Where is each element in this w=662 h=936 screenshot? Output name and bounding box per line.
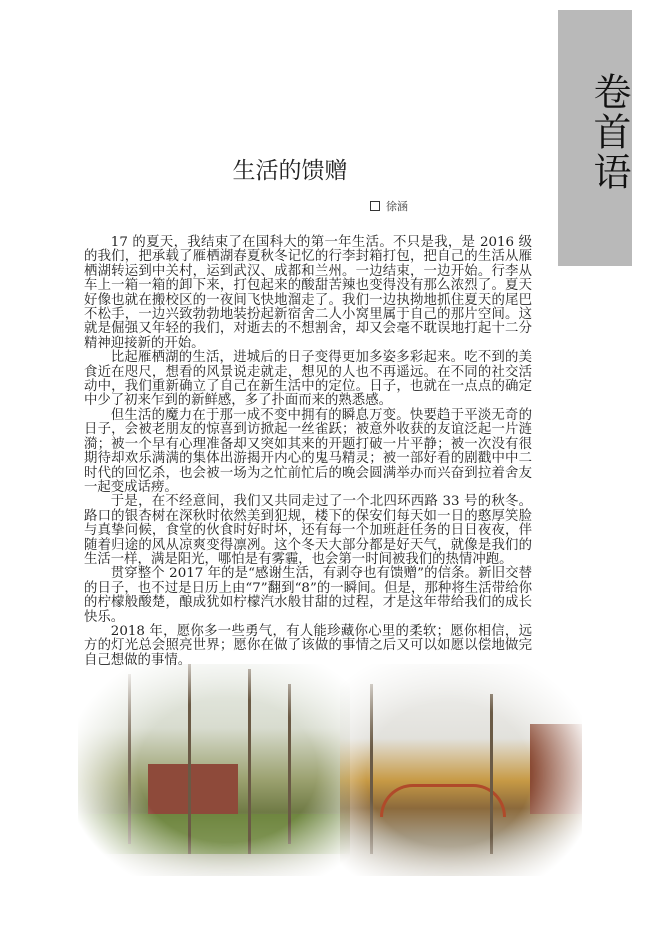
section-band [558,10,632,266]
campus-photos [78,664,582,876]
paragraph: 比起雁栖湖的生活，进城后的日子变得更加多姿多彩起来。吃不到的美食近在咫尺，想看的风景说走就走，想见的人也不再遥远。在不同的社交活动中，我们重新确立了自己在新生活中的定位。日子，也就在一点点的确定中少了初来乍到的新鲜感，多了扑面而来的熟悉感。 [84,350,532,409]
tree-trunk [370,684,373,854]
paragraph: 于是，在不经意间，我们又共同走过了一个北四环西路 33 号的秋冬。路口的银杏树在深秋时依然美到犯规，楼下的保安们每天如一日的憨厚笑脸与真挚问候，食堂的伙食时好时坏，还有每一个加班赶任务的日日夜夜，伴随着归途的风从凉爽变得凛冽。这个冬天大部分都是好天气，就像是我们的生活一样，满是阳光，哪怕是有雾霾，也会第一时间被我们的热情冲跑。 [84,494,532,567]
tree-trunk [248,669,251,854]
paragraph: 2018 年，愿你多一些勇气，有人能珍藏你心里的柔软；愿你相信，远方的灯光总会照亮世界；愿你在做了该做的事情之后又可以如愿以偿地做完自己想做的事情。 [84,623,532,668]
section-title: 卷首语 [587,72,631,192]
campus-autumn-photo [340,664,582,876]
tree-trunk [128,674,131,844]
author-name: 徐涵 [386,200,408,213]
tree-trunk [188,664,191,854]
tree-trunk [288,684,291,844]
building-shape [530,724,582,814]
paragraph: 17 的夏天，我结束了在国科大的第一年生活。不只是我，是 2016 级的我们，把承载了雁栖湖春夏秋冬记忆的行李封箱打包，把自己的生活从雁栖湖转运到中关村，运到武汉、成都和兰州。一边结束，一边开始。行李从车上一箱一箱的卸下来，打包起来的酸甜苦辣也变得没有那么浓烈了。夏天好像也就在搬校区的一夜间飞快地溜走了。我们一边执拗地抓住夏天的尾巴不松手，一边兴致勃勃地装扮起新宿舍二人小窝里属于自己的那片空间。这就是倔强又年轻的我们，对逝去的不想割舍，却又会毫不耽误地打起十二分精神迎接新的开始。 [84,235,532,351]
building-shape [148,764,238,814]
tree-trunk [490,694,493,854]
author-line [370,198,408,214]
paragraph: 但生活的魔力在于那一成不变中拥有的瞬息万变。快要趋于平淡无奇的日子，会被老朋友的惊喜到访掀起一丝雀跃；被意外收获的友谊泛起一片涟漪；被一个早有心理准备却又突如其来的开题打破一片平静；被一次没有很期待却欢乐满满的集体出游揭开内心的鬼马精灵；被一部好看的剧戳中中二时代的回忆杀，也会被一场为之忙前忙后的晚会圆满举办而兴奋到拉着舍友一起变成话痨。 [84,407,532,495]
arch-shape [380,784,506,817]
square-icon [370,201,380,211]
article-title: 生活的馈赠 [232,158,348,184]
lawn-shape [78,814,350,854]
article-body [84,236,532,668]
paragraph: 贯穿整个 2017 年的是“感谢生活，有剥夺也有馈赠”的信条。新旧交替的日子，也不过是日历上由“7”翻到“8”的一瞬间。但是，那种将生活带给你的柠檬般酸楚，酿成犹如柠檬汽水般甘甜的过程，才是这年带给我们的成长快乐。 [84,566,532,625]
campus-trees-photo [78,664,350,876]
